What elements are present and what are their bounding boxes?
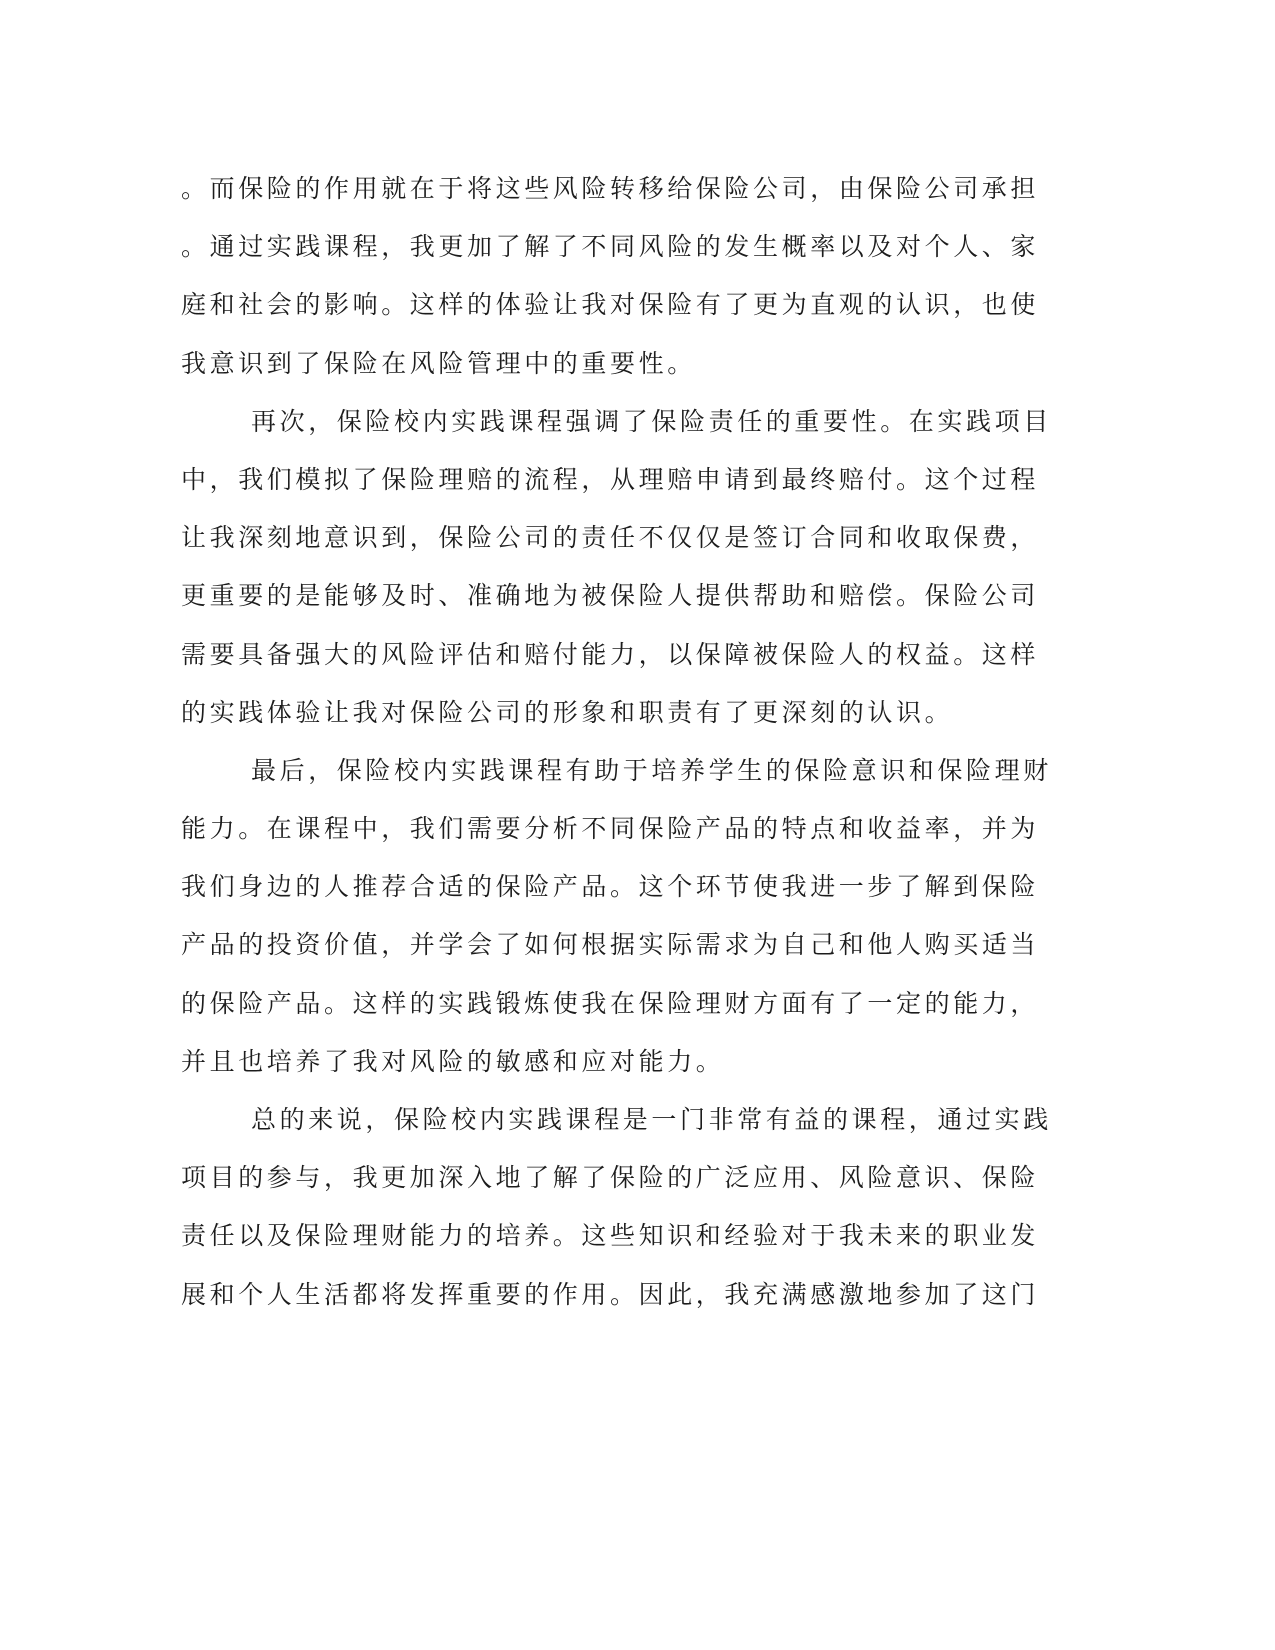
text-line: 需要具备强大的风险评估和赔付能力，以保障被保险人的权益。这样 xyxy=(181,639,1040,669)
text-line: 让我深刻地意识到，保险公司的责任不仅仅是签订合同和收取保费， xyxy=(181,523,1040,553)
text-line: 产品的投资价值，并学会了如何根据实际需求为自己和他人购买适当 xyxy=(181,930,1040,960)
text-line: 。而保险的作用就在于将这些风险转移给保险公司，由保险公司承担 xyxy=(181,174,1040,203)
paragraph-first-line: 再次，保险校内实践课程强调了保险责任的重要性。在实践项目 xyxy=(251,406,1052,436)
body-text xyxy=(181,160,1052,1324)
text-line: 的保险产品。这样的实践锻炼使我在保险理财方面有了一定的能力， xyxy=(181,988,1040,1018)
text-line: 更重要的是能够及时、准确地为被保险人提供帮助和赔偿。保险公司 xyxy=(181,581,1040,611)
text-line: 庭和社会的影响。这样的体验让我对保险有了更为直观的认识，也使 xyxy=(181,290,1040,320)
text-line: 我意识到了保险在风险管理中的重要性。 xyxy=(181,348,696,378)
text-line: 并且也培养了我对风险的敏感和应对能力。 xyxy=(181,1046,725,1076)
paragraph-first-line: 总的来说，保险校内实践课程是一门非常有益的课程，通过实践 xyxy=(251,1105,1052,1134)
text-line: 我们身边的人推荐合适的保险产品。这个环节使我进一步了解到保险 xyxy=(181,872,1040,902)
text-line: 的实践体验让我对保险公司的形象和职责有了更深刻的认识。 xyxy=(181,697,954,727)
text-line: 能力。在课程中，我们需要分析不同保险产品的特点和收益率，并为 xyxy=(181,814,1040,844)
text-line: 中，我们模拟了保险理赔的流程，从理赔申请到最终赔付。这个过程 xyxy=(181,464,1040,494)
paragraph-first-line: 最后，保险校内实践课程有助于培养学生的保险意识和保险理财 xyxy=(251,755,1052,785)
text-line: 项目的参与，我更加深入地了解了保险的广泛应用、风险意识、保险 xyxy=(181,1163,1040,1193)
text-line: 。通过实践课程，我更加了解了不同风险的发生概率以及对个人、家 xyxy=(181,232,1040,262)
text-line: 责任以及保险理财能力的培养。这些知识和经验对于我未来的职业发 xyxy=(181,1221,1040,1251)
text-line: 展和个人生活都将发挥重要的作用。因此，我充满感激地参加了这门 xyxy=(181,1279,1040,1309)
